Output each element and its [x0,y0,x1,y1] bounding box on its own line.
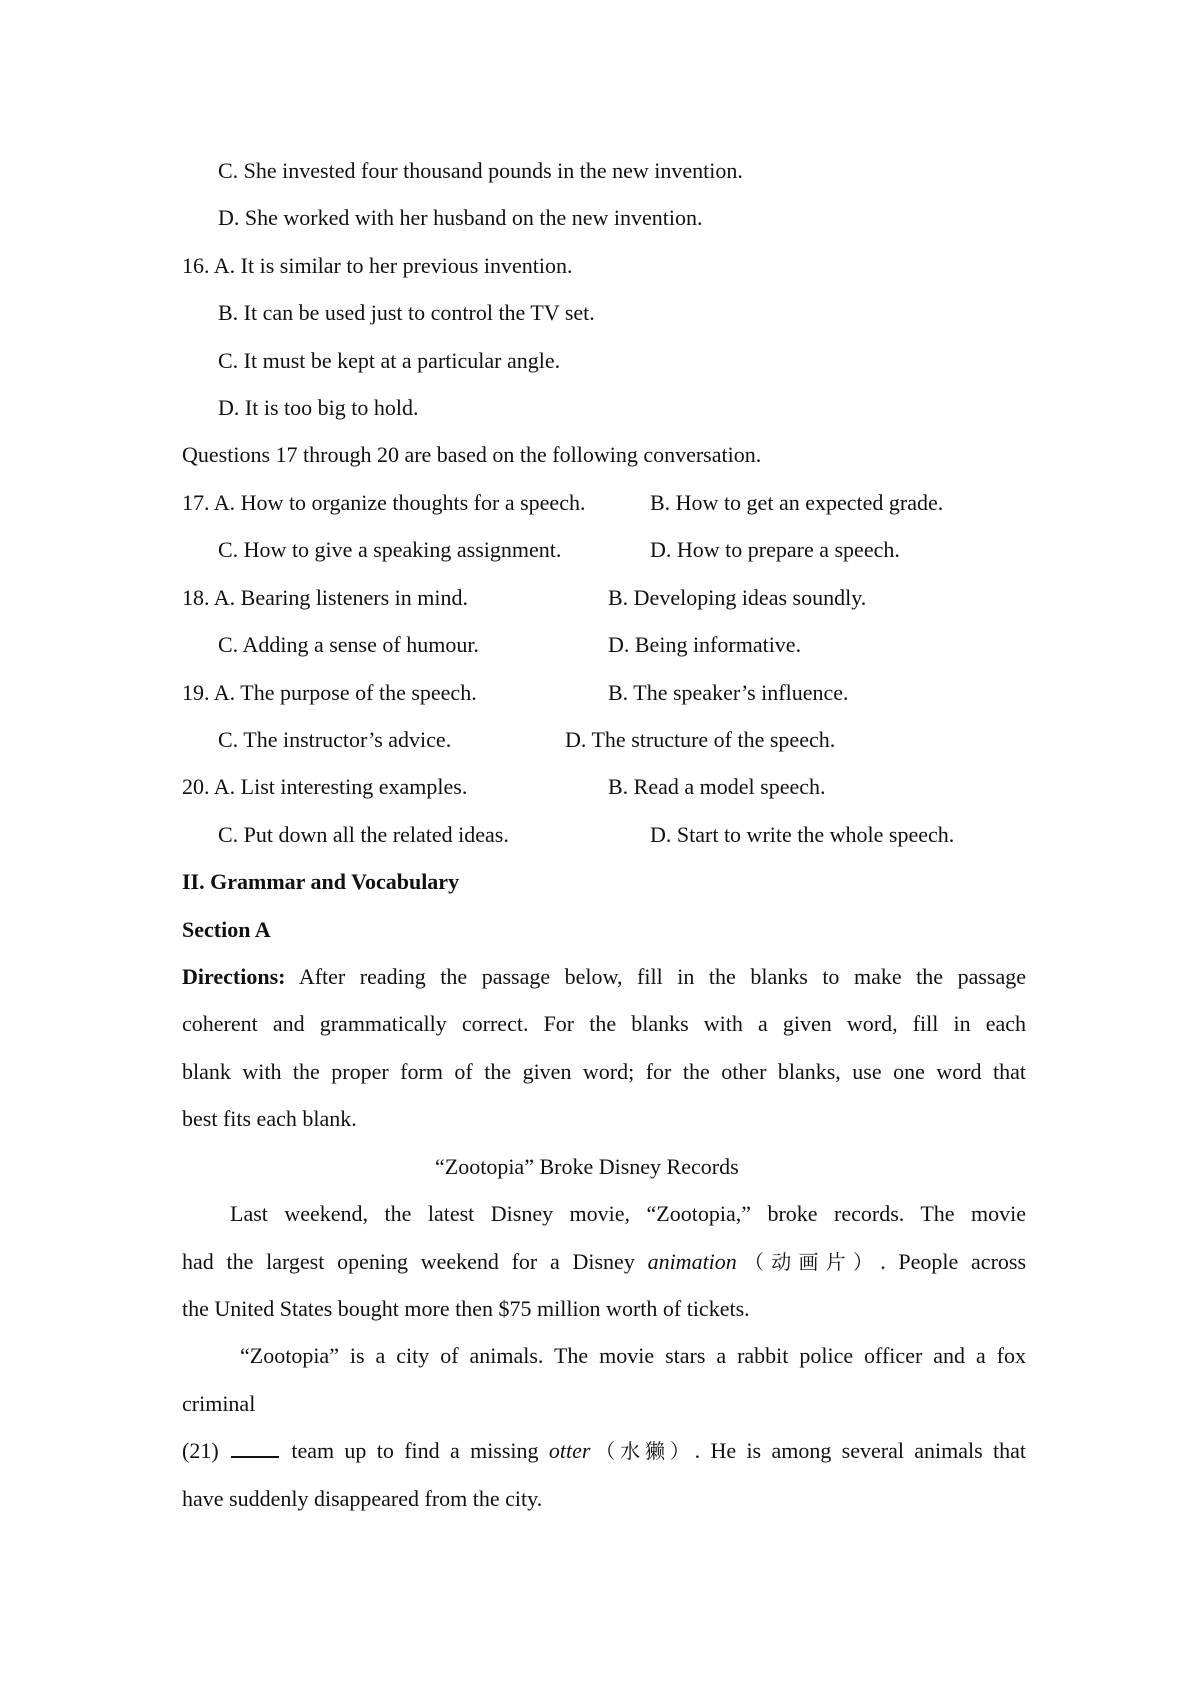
subsection-heading: Section A [182,917,271,942]
conversation-intro: Questions 17 through 20 are based on the following conversation. [182,442,762,467]
q16-option-d: D. It is too big to hold. [218,395,419,420]
directions-label: Directions: [182,964,286,989]
cjk-gloss-animation: （动画片） [736,1250,881,1274]
q17-option-a: 17. A. How to organize thoughts for a speech. [182,490,586,515]
passage-p1-line-2-end: . People across [880,1249,1027,1274]
passage-p1-line-2-text: had the largest opening weekend for a Disney [182,1249,635,1274]
section-heading: II. Grammar and Vocabulary [182,869,460,894]
passage-p2-line-1: “Zootopia” is a city of animals. The movie stars a rabbit police officer and a fox [240,1343,1026,1368]
cjk-gloss-otter: （水獭） [590,1439,695,1463]
passage-p3-text: team up to find a missing [291,1438,539,1463]
blank-21-number: (21) [182,1438,219,1463]
directions-text-1: After reading the passage below, fill in the blanks to make the passage [298,964,1026,989]
passage-p2-line-2: criminal [182,1391,256,1416]
q20-option-b: B. Read a model speech. [608,774,826,799]
q17-option-c: C. How to give a speaking assignment. [218,537,562,562]
q16-option-c: C. It must be kept at a particular angle. [218,348,561,373]
directions-line-1 [182,966,1026,988]
q19-option-d: D. The structure of the speech. [565,727,836,752]
passage-title: “Zootopia” Broke Disney Records [435,1154,739,1179]
q17-option-d: D. How to prepare a speech. [650,537,900,562]
q18-option-c: C. Adding a sense of humour. [218,632,479,657]
q17-option-b: B. How to get an expected grade. [650,490,944,515]
directions-line-3: blank with the proper form of the given word; for the other blanks, use one word that [182,1059,1026,1084]
q20-option-c: C. Put down all the related ideas. [218,822,509,847]
q19-option-a: 19. A. The purpose of the speech. [182,680,477,705]
q20-option-d: D. Start to write the whole speech. [650,822,955,847]
passage-p1-line-2 [182,1251,1026,1273]
q18-option-d: D. Being informative. [608,632,802,657]
q20-option-a: 20. A. List interesting examples. [182,774,468,799]
q15-option-d: D. She worked with her husband on the new invention. [218,205,703,230]
q16-option-a: 16. A. It is similar to her previous invention. [182,253,573,278]
italic-word-otter: otter [548,1438,591,1463]
q15-option-c: C. She invested four thousand pounds in the new invention. [218,158,743,183]
italic-word-animation: animation [647,1249,737,1274]
q19-option-b: B. The speaker’s influence. [608,680,849,705]
passage-p3-text-end: . He is among several animals that [694,1438,1027,1463]
passage-p1-line-1: Last weekend, the latest Disney movie, “Zootopia,” broke records. The movie [230,1201,1026,1226]
passage-p1-line-3: the United States bought more then $75 million worth of tickets. [182,1296,750,1321]
directions-line-4: best fits each blank. [182,1106,357,1131]
q18-option-b: B. Developing ideas soundly. [608,585,867,610]
q18-option-a: 18. A. Bearing listeners in mind. [182,585,468,610]
blank-21[interactable] [231,1442,279,1458]
directions-line-2: coherent and grammatically correct. For the blanks with a given word, fill in each [182,1011,1026,1036]
q16-option-b: B. It can be used just to control the TV set. [218,300,595,325]
passage-p3-line-2: have suddenly disappeared from the city. [182,1486,543,1511]
passage-p3-line-1 [182,1440,1026,1462]
q19-option-c: C. The instructor’s advice. [218,727,452,752]
